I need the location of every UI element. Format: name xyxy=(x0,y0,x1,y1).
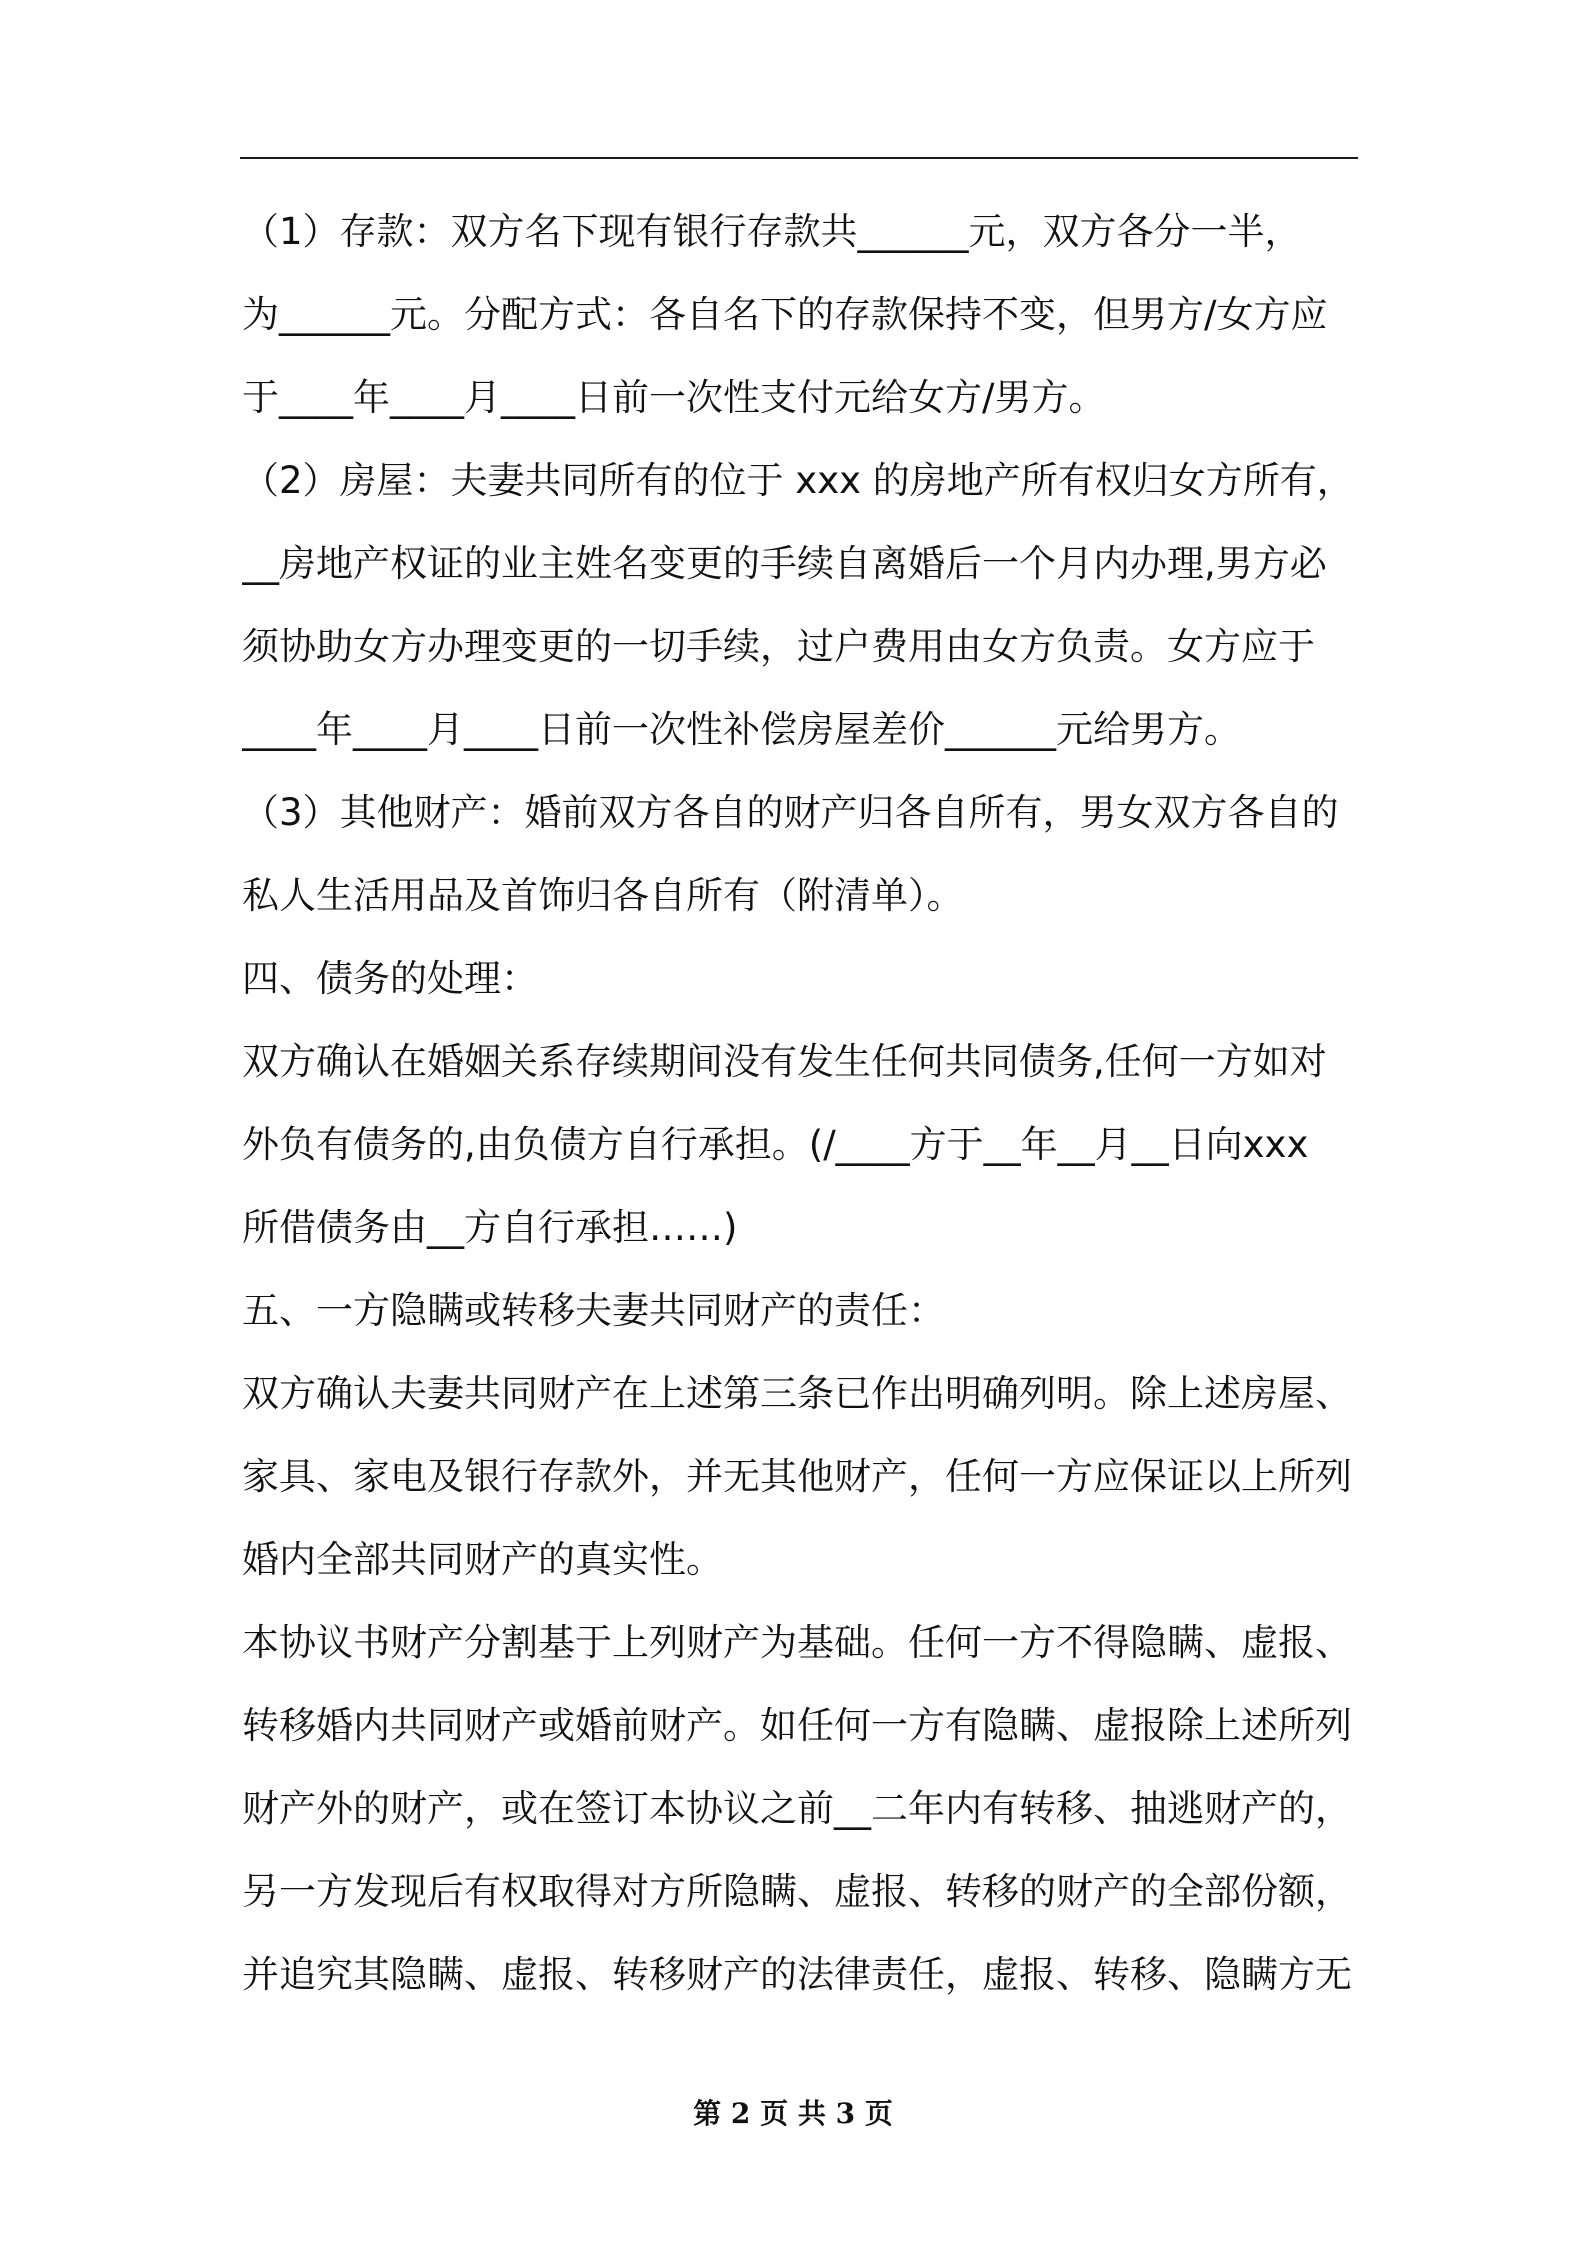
text-line: 婚内全部共同财产的真实性。 xyxy=(242,1538,723,1581)
text-line: 为______元。分配方式：各自名下的存款保持不变，但男方/女方应 xyxy=(242,293,1328,336)
text-line: __房地产权证的业主姓名变更的手续自离婚后一个月内办理,男方必 xyxy=(242,542,1327,585)
text-line: 本协议书财产分割基于上列财产为基础。任何一方不得隐瞒、虚报、 xyxy=(242,1621,1352,1664)
text-line: 另一方发现后有权取得对方所隐瞒、虚报、转移的财产的全部份额， xyxy=(242,1870,1352,1913)
text-line: 家具、家电及银行存款外，并无其他财产，任何一方应保证以上所列 xyxy=(242,1455,1352,1498)
text-line: 私人生活用品及首饰归各自所有（附清单）。 xyxy=(242,874,964,917)
text-line: （3）其他财产：婚前双方各自的财产归各自所有，男女双方各自的 xyxy=(242,791,1339,834)
text-line: （2）房屋：夫妻共同所有的位于 xxx 的房地产所有权归女方所有， xyxy=(242,459,1354,502)
header-rule xyxy=(240,157,1358,159)
section-heading: 四、债务的处理： xyxy=(242,957,538,1000)
text-line: 双方确认夫妻共同财产在上述第三条已作出明确列明。除上述房屋、 xyxy=(242,1372,1352,1415)
text-line: 外负有债务的,由负债方自行承担。(/____方于__年__月__日向xxx xyxy=(242,1123,1309,1166)
text-line: 所借债务由__方自行承担……) xyxy=(242,1206,738,1249)
page-number-footer: 第 2 页 共 3 页 xyxy=(693,2097,893,2130)
text-line: 财产外的财产，或在签订本协议之前__二年内有转移、抽逃财产的， xyxy=(242,1787,1352,1830)
text-line: 双方确认在婚姻关系存续期间没有发生任何共同债务,任何一方如对 xyxy=(242,1040,1327,1083)
text-line: （1）存款：双方名下现有银行存款共______元，双方各分一半， xyxy=(242,210,1302,253)
text-line: 并追究其隐瞒、虚报、转移财产的法律责任，虚报、转移、隐瞒方无 xyxy=(242,1953,1352,1996)
text-line: 须协助女方办理变更的一切手续，过户费用由女方负责。女方应于 xyxy=(242,625,1315,668)
section-heading: 五、一方隐瞒或转移夫妻共同财产的责任： xyxy=(242,1289,945,1332)
text-line: 于____年____月____日前一次性支付元给女方/男方。 xyxy=(242,376,1106,419)
text-line: 转移婚内共同财产或婚前财产。如任何一方有隐瞒、虚报除上述所列 xyxy=(242,1704,1352,1747)
text-line: ____年____月____日前一次性补偿房屋差价______元给男方。 xyxy=(242,708,1241,751)
